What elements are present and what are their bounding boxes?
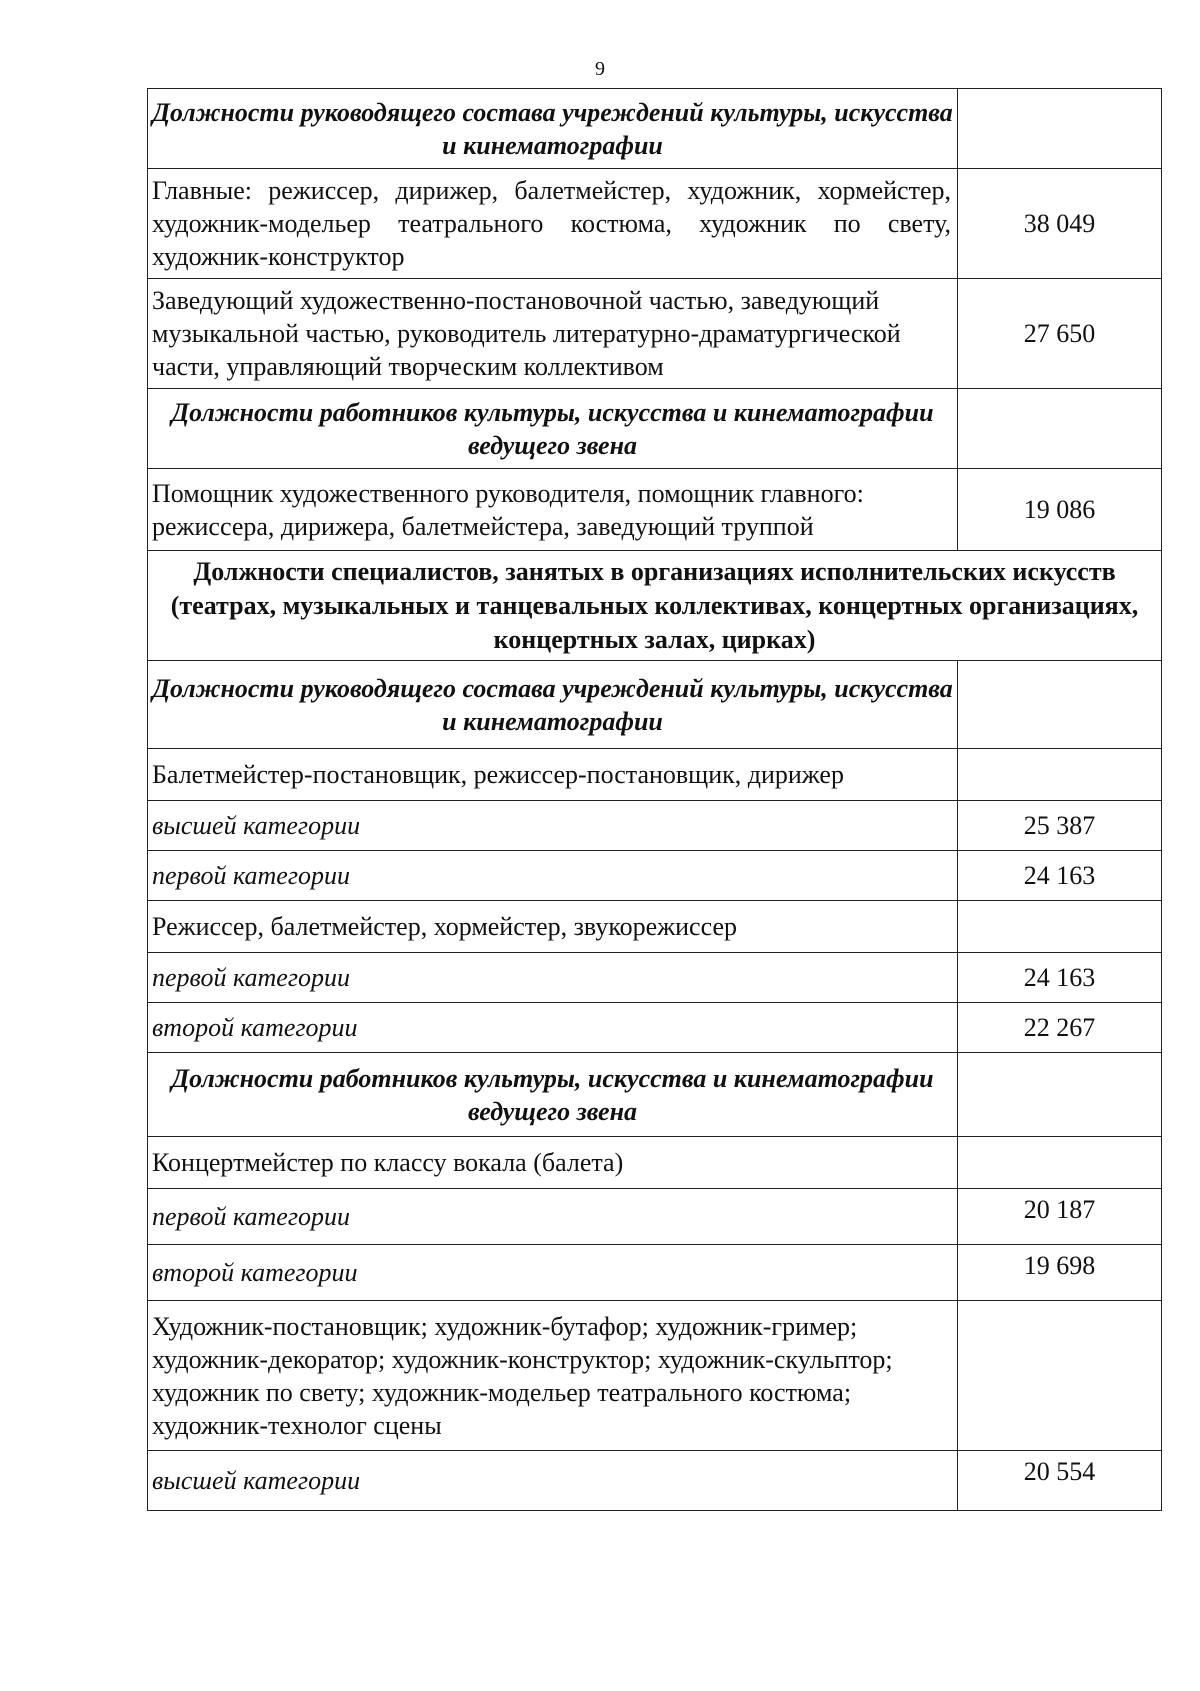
heading-cell: Должности работников культуры, искусства и кинематографии ведущего звена bbox=[148, 389, 958, 469]
page-number: 9 bbox=[595, 58, 605, 80]
position-cell: Концертмейстер по классу вокала (балета) bbox=[148, 1137, 958, 1189]
table-row bbox=[148, 1003, 1162, 1053]
salary-cell: 19 086 bbox=[958, 469, 1162, 551]
salary-cell bbox=[958, 1053, 1162, 1137]
category-cell: второй категории bbox=[148, 1245, 958, 1301]
salary-cell: 22 267 bbox=[958, 1003, 1162, 1053]
position-cell: Балетмейстер-постановщик, режиссер-постановщик, дирижер bbox=[148, 749, 958, 801]
salary-cell: 24 163 bbox=[958, 851, 1162, 901]
table-row bbox=[148, 801, 1162, 851]
category-cell: первой категории bbox=[148, 1189, 958, 1245]
salary-cell bbox=[958, 661, 1162, 749]
category-cell: высшей категории bbox=[148, 1451, 958, 1511]
salary-cell bbox=[958, 1137, 1162, 1189]
table-row bbox=[148, 169, 1162, 279]
category-cell: первой категории bbox=[148, 851, 958, 901]
table-row bbox=[148, 1301, 1162, 1451]
section-heading-cell: Должности специалистов, занятых в организациях исполнительских искусств (театрах, музыкальных и танцевальных коллективах, концертных организациях, концертных залах, цирках) bbox=[148, 551, 1162, 661]
table-row bbox=[148, 661, 1162, 749]
table-row bbox=[148, 1137, 1162, 1189]
salary-table bbox=[147, 88, 1162, 1511]
salary-cell: 25 387 bbox=[958, 801, 1162, 851]
position-cell: Главные: режиссер, дирижер, балетмейстер, художник, хормейстер, художник-модельер театрального костюма, художник по свету, художник-конструктор bbox=[148, 169, 958, 279]
table-row bbox=[148, 953, 1162, 1003]
table-row bbox=[148, 1451, 1162, 1511]
position-cell: Режиссер, балетмейстер, хормейстер, звукорежиссер bbox=[148, 901, 958, 953]
category-cell: высшей категории bbox=[148, 801, 958, 851]
table-row bbox=[148, 1189, 1162, 1245]
position-cell: Помощник художественного руководителя, помощник главного: режиссера, дирижера, балетмейстера, заведующий труппой bbox=[148, 469, 958, 551]
salary-cell bbox=[958, 389, 1162, 469]
heading-cell: Должности руководящего состава учреждений культуры, искусства и кинематографии bbox=[148, 661, 958, 749]
salary-cell: 20 187 bbox=[958, 1189, 1162, 1245]
table-row bbox=[148, 551, 1162, 661]
table-row bbox=[148, 1053, 1162, 1137]
heading-cell: Должности работников культуры, искусства и кинематографии ведущего звена bbox=[148, 1053, 958, 1137]
salary-cell bbox=[958, 1301, 1162, 1451]
table-row bbox=[148, 89, 1162, 169]
table-row bbox=[148, 851, 1162, 901]
table-row bbox=[148, 901, 1162, 953]
salary-cell bbox=[958, 749, 1162, 801]
salary-cell: 20 554 bbox=[958, 1451, 1162, 1511]
table-row bbox=[148, 279, 1162, 389]
table-row bbox=[148, 469, 1162, 551]
salary-cell bbox=[958, 89, 1162, 169]
position-cell: Художник-постановщик; художник-бутафор; художник-гример; художник-декоратор; художник-конструктор; художник-скульптор; художник по свету; художник-модельер театрального костюма; художник-технолог сцены bbox=[148, 1301, 958, 1451]
table-row bbox=[148, 1245, 1162, 1301]
position-cell: Заведующий художественно-постановочной частью, заведующий музыкальной частью, руководитель литературно-драматургической части, управляющий творческим коллективом bbox=[148, 279, 958, 389]
heading-cell: Должности руководящего состава учреждений культуры, искусства и кинематографии bbox=[148, 89, 958, 169]
table-row bbox=[148, 389, 1162, 469]
salary-cell: 24 163 bbox=[958, 953, 1162, 1003]
category-cell: первой категории bbox=[148, 953, 958, 1003]
salary-cell: 38 049 bbox=[958, 169, 1162, 279]
salary-cell bbox=[958, 901, 1162, 953]
salary-cell: 27 650 bbox=[958, 279, 1162, 389]
category-cell: второй категории bbox=[148, 1003, 958, 1053]
salary-cell: 19 698 bbox=[958, 1245, 1162, 1301]
table-row bbox=[148, 749, 1162, 801]
